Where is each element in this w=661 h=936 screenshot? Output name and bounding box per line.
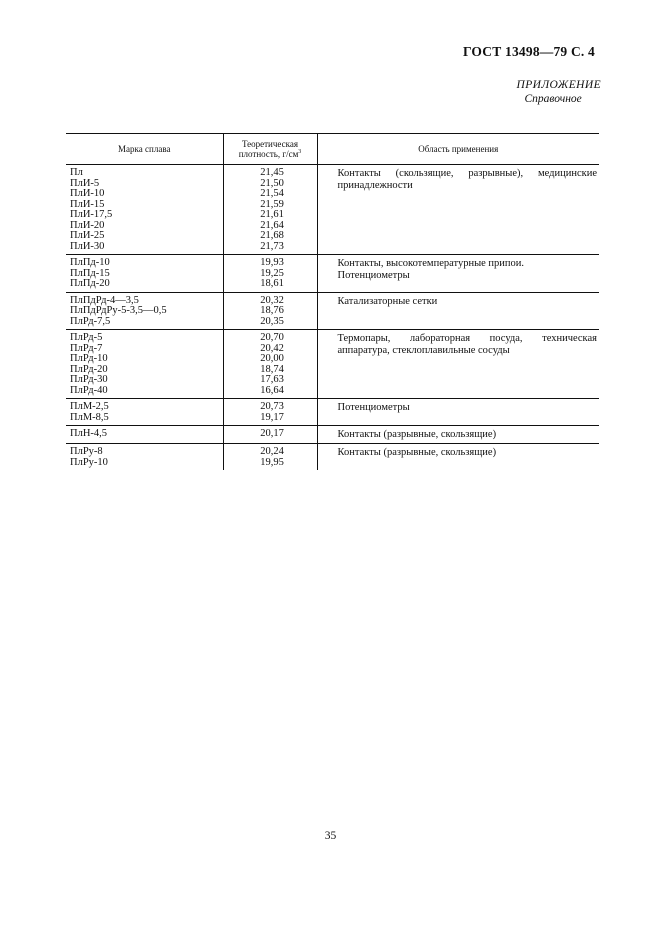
application-cell: [317, 255, 599, 293]
alloy-grade: ПлПдРдРу-5-3,5—0,5: [70, 305, 167, 316]
density-value: 18,61: [260, 278, 284, 289]
alloy-table: [66, 133, 599, 470]
application-text: Катализаторные сетки: [337, 295, 438, 307]
application-text: Контакты (разрывные, скользящие): [337, 429, 497, 440]
alloy-grade: ПлИ-10: [70, 188, 105, 199]
density-value: 21,50: [260, 177, 284, 189]
table-row: [66, 255, 599, 293]
density-cell: [223, 426, 317, 444]
alloy-grade: ПлН-4,5: [70, 428, 108, 439]
alloy-grade: ПлРд-10: [70, 353, 108, 364]
alloy-grade: ПлРд-5: [70, 332, 103, 343]
alloy-grade: ПлИ-17,5: [70, 209, 113, 220]
density-value: 19,25: [260, 267, 284, 279]
density-value: 21,68: [260, 230, 284, 241]
grade-cell: [66, 444, 223, 471]
density-value: 19,95: [260, 456, 284, 468]
density-cell: [223, 255, 317, 293]
alloy-grade: ПлИ-20: [70, 219, 105, 231]
table-row: [66, 399, 599, 426]
alloy-grade: ПлРд-30: [70, 374, 108, 385]
alloy-grade: ПлПд-15: [70, 267, 110, 279]
density-value: 20,35: [260, 315, 284, 327]
alloy-grade: ПлПд-10: [70, 257, 110, 268]
density-value: 21,54: [260, 188, 284, 199]
alloy-grade: ПлРд-7,5: [70, 315, 111, 327]
alloy-grade: ПлРд-40: [70, 384, 108, 396]
alloy-grade: Пл: [70, 167, 83, 178]
density-value: 20,70: [260, 332, 284, 343]
density-value: 16,64: [260, 384, 284, 396]
density-value: 20,32: [260, 294, 284, 306]
density-value: 18,74: [260, 363, 284, 375]
grade-cell: [66, 255, 223, 293]
appendix-label: ПРИЛОЖЕНИЕ: [516, 79, 601, 91]
application-text: Контакты, высокотемпературные припои.: [337, 258, 525, 269]
density-value: 20,17: [260, 428, 284, 439]
alloy-grade: ПлИ-15: [70, 198, 105, 210]
document-header: ГОСТ 13498—79 С. 4: [462, 44, 595, 59]
alloy-grade: ПлРд-20: [70, 363, 108, 375]
density-value: 17,63: [260, 374, 284, 385]
column-header-grade: Марка сплава: [66, 134, 223, 165]
application-cell: [317, 426, 599, 444]
application-cell: [317, 399, 599, 426]
appendix-label-block: [517, 78, 601, 106]
alloy-grade: ПлПдРд-4—3,5: [70, 294, 139, 306]
density-value: 19,17: [260, 411, 284, 423]
density-value: 20,42: [260, 342, 284, 354]
table-row: [66, 165, 599, 255]
appendix-sublabel: Справочное: [524, 93, 582, 105]
application-text: Термопары, лабораторная посуда, техническая аппаратура, стеклоплавильные сосуды: [337, 333, 597, 356]
application-text: Потенциометры: [337, 270, 410, 281]
density-value: 20,73: [260, 401, 284, 412]
density-header-line2: плотность, г/см: [238, 149, 299, 159]
density-header-superscript: 3: [298, 149, 302, 155]
table-body: [66, 165, 599, 471]
alloy-grade: ПлМ-8,5: [70, 411, 109, 423]
page-number: 35: [324, 830, 337, 842]
table-header-row: [66, 134, 599, 165]
application-text: Контакты (разрывные, скользящие): [337, 447, 497, 458]
density-cell: [223, 330, 317, 399]
application-cell: [317, 330, 599, 399]
alloy-grade: ПлМ-2,5: [70, 401, 109, 412]
grade-cell: [66, 292, 223, 330]
density-value: 20,00: [260, 353, 284, 364]
density-cell: [223, 165, 317, 255]
alloy-grade: ПлПд-20: [70, 278, 110, 289]
density-value: 21,59: [260, 198, 284, 210]
application-text: Контакты (скользящие, разрывные), медицинские принадлежности: [337, 168, 597, 191]
table-row: [66, 292, 599, 330]
density-cell: [223, 399, 317, 426]
density-value: 20,24: [260, 446, 284, 457]
density-cell: [223, 444, 317, 471]
application-cell: [317, 444, 599, 471]
grade-cell: [66, 165, 223, 255]
grade-cell: [66, 426, 223, 444]
column-header-application: Область применения: [317, 134, 599, 165]
density-value: 18,76: [260, 305, 284, 316]
alloy-grade: ПлРу-8: [70, 446, 103, 457]
alloy-grade: ПлИ-30: [70, 240, 105, 252]
table-row: [66, 426, 599, 444]
application-cell: [317, 292, 599, 330]
table-row: [66, 330, 599, 399]
column-header-density: [223, 134, 317, 165]
density-value: 21,64: [260, 219, 284, 231]
application-cell: [317, 165, 599, 255]
grade-cell: [66, 399, 223, 426]
density-value: 19,93: [260, 257, 284, 268]
table-row: [66, 444, 599, 471]
density-cell: [223, 292, 317, 330]
alloy-grade: ПлИ-5: [70, 177, 100, 189]
alloy-grade: ПлИ-25: [70, 230, 105, 241]
density-value: 21,61: [260, 209, 284, 220]
density-value: 21,45: [260, 167, 284, 178]
application-text: Потенциометры: [337, 402, 410, 413]
density-value: 21,73: [260, 240, 284, 252]
alloy-grade: ПлРд-7: [70, 342, 103, 354]
grade-cell: [66, 330, 223, 399]
alloy-grade: ПлРу-10: [70, 456, 108, 468]
density-header-line1: Теоретическая: [241, 139, 298, 149]
